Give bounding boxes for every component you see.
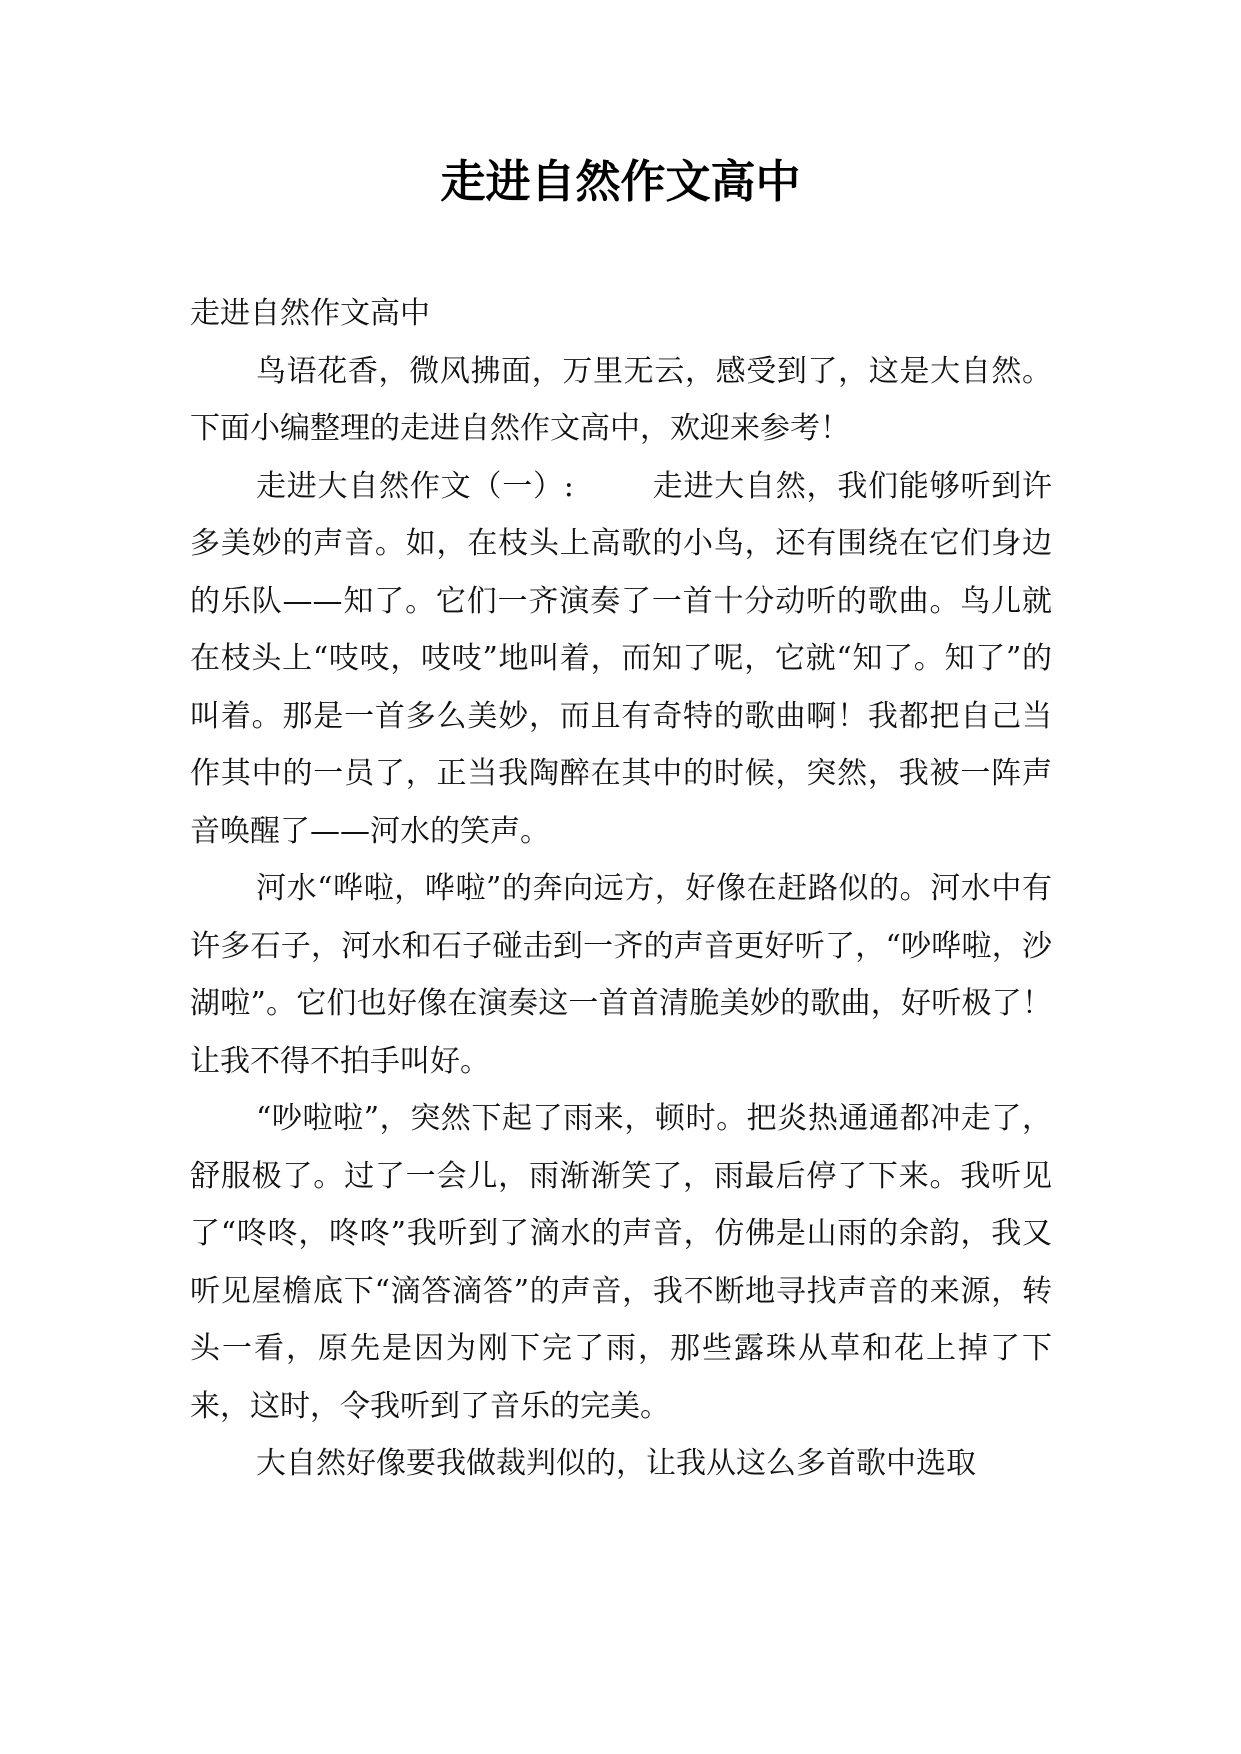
document-body: [190, 285, 1052, 1493]
intro-paragraph: 鸟语花香，微风拂面，万里无云，感受到了，这是大自然。下面小编整理的走进自然作文高中，欢迎来参考！: [190, 353, 1052, 446]
body-paragraph-3: “吵啦啦”，突然下起了雨来，顿时。把炎热通通都冲走了，舒服极了。过了一会儿，雨渐渐笑了，雨最后停了下来。我听见了“咚咚，咚咚”我听到了滴水的声音，仿佛是山雨的余韵，我又听见屋檐底下“滴答滴答”的声音，我不断地寻找声音的来源，转头一看，原先是因为刚下完了雨，那些露珠从草和花上掉了下来，这时，令我听到了音乐的完美。: [190, 1101, 1052, 1424]
section-heading: 走进大自然作文（一）:: [256, 468, 574, 504]
document-subtitle: 走进自然作文高中: [190, 296, 430, 331]
body-paragraph-4: 大自然好像要我做裁判似的，让我从这么多首歌中选取: [256, 1446, 976, 1481]
section-one-paragraph: [190, 458, 1052, 861]
body-paragraph-2: 河水“哗啦，哗啦”的奔向远方，好像在赶路似的。河水中有许多石子，河水和石子碰击到一齐的声音更好听了，“吵哗啦，沙湖啦”。它们也好像在演奏这一首首清脆美妙的歌曲，好听极了！让我不得不拍手叫好。: [190, 871, 1052, 1079]
document-title: 走进自然作文高中: [440, 155, 801, 208]
body-paragraph-1: 走进大自然，我们能够听到许多美妙的声音。如，在枝头上高歌的小鸟，还有围绕在它们身边的乐队——知了。它们一齐演奏了一首十分动听的歌曲。鸟儿就在枝头上“吱吱，吱吱”地叫着，而知了呢，它就“知了。知了”的叫着。那是一首多么美妙，而且有奇特的歌曲啊！我都把自己当作其中的一员了，正当我陶醉在其中的时候，突然，我被一阵声音唤醒了——河水的笑声。: [190, 468, 1053, 849]
